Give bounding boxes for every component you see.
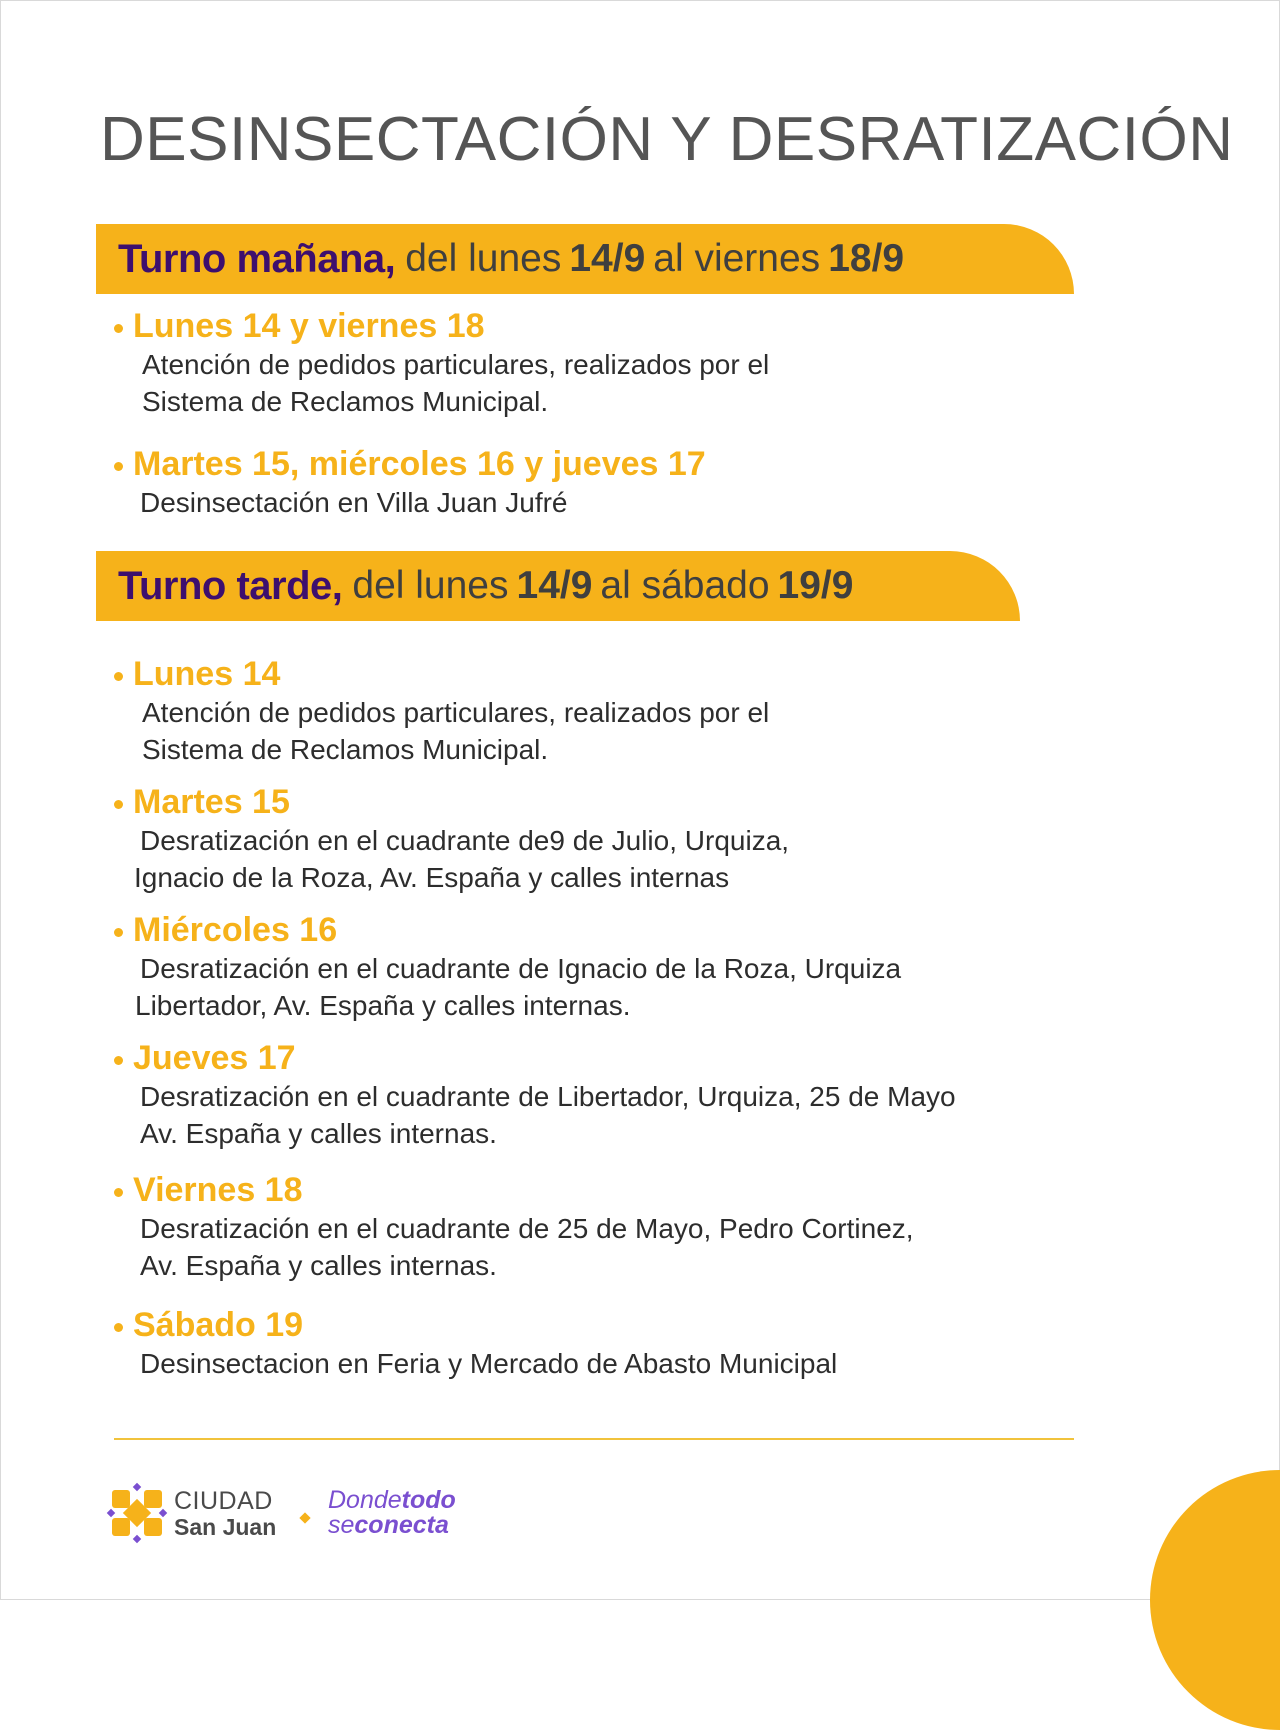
schedule-item bbox=[114, 1170, 914, 1284]
schedule-item bbox=[114, 782, 789, 896]
schedule-item bbox=[114, 654, 769, 768]
bullet-icon bbox=[114, 1188, 123, 1197]
bullet-icon bbox=[114, 1056, 123, 1065]
schedule-desc-line: Desinsectacion en Feria y Mercado de Abasto Municipal bbox=[140, 1348, 838, 1379]
schedule-day: Sábado 19 bbox=[133, 1306, 304, 1344]
afternoon-shift-banner bbox=[96, 551, 1020, 621]
schedule-item bbox=[114, 910, 901, 1024]
schedule-desc-line: Av. España y calles internas. bbox=[140, 1118, 497, 1149]
schedule-item bbox=[114, 306, 769, 420]
afternoon-end-date: 19/9 bbox=[777, 564, 854, 607]
schedule-desc-line: Desratización en el cuadrante de 25 de Mayo, Pedro Cortinez, bbox=[140, 1213, 914, 1244]
logo-line-1: CIUDAD bbox=[174, 1487, 273, 1515]
slogan-part: conecta bbox=[354, 1511, 449, 1539]
schedule-desc-line: Ignacio de la Roza, Av. España y calles internas bbox=[134, 862, 730, 893]
afternoon-range-prefix: del lunes bbox=[352, 564, 509, 607]
footer-divider bbox=[114, 1438, 1074, 1440]
slogan bbox=[328, 1488, 456, 1538]
schedule-item bbox=[114, 1305, 837, 1382]
city-logo-text bbox=[174, 1488, 276, 1540]
schedule-item bbox=[114, 444, 706, 521]
page-title: DESINSECTACIÓN Y DESRATIZACIÓN bbox=[100, 105, 1234, 174]
bullet-icon bbox=[114, 800, 123, 809]
morning-shift-label: Turno mañana, bbox=[118, 236, 396, 281]
flower-logo-icon bbox=[106, 1482, 168, 1544]
afternoon-start-date: 14/9 bbox=[516, 564, 593, 607]
schedule-item bbox=[114, 1038, 956, 1152]
schedule-day: Lunes 14 bbox=[133, 655, 281, 693]
schedule-day: Martes 15 bbox=[133, 783, 290, 821]
bullet-icon bbox=[114, 928, 123, 937]
schedule-desc-line: Atención de pedidos particulares, realizados por el bbox=[142, 349, 770, 380]
slogan-part: Donde bbox=[328, 1486, 402, 1514]
bullet-icon bbox=[114, 324, 123, 333]
schedule-day: Jueves 17 bbox=[133, 1039, 296, 1077]
schedule-day: Miércoles 16 bbox=[133, 911, 338, 949]
logo-line-2: San Juan bbox=[174, 1514, 277, 1540]
morning-end-date: 18/9 bbox=[828, 237, 905, 280]
schedule-desc-line: Desratización en el cuadrante de Ignacio de la Roza, Urquiza bbox=[140, 953, 902, 984]
schedule-desc-line: Sistema de Reclamos Municipal. bbox=[142, 734, 549, 765]
schedule-desc-line: Av. España y calles internas. bbox=[140, 1250, 497, 1281]
schedule-desc-line: Desratización en el cuadrante de9 de Julio, Urquiza, bbox=[140, 825, 790, 856]
morning-range-prefix: del lunes bbox=[405, 237, 562, 280]
schedule-day: Viernes 18 bbox=[133, 1171, 303, 1209]
bullet-icon bbox=[114, 1323, 123, 1332]
schedule-day: Lunes 14 y viernes 18 bbox=[133, 307, 485, 345]
afternoon-range-mid: al sábado bbox=[600, 564, 770, 607]
bullet-icon bbox=[114, 462, 123, 471]
schedule-day: Martes 15, miércoles 16 y jueves 17 bbox=[133, 445, 706, 483]
schedule-desc-line: Atención de pedidos particulares, realizados por el bbox=[142, 697, 770, 728]
schedule-desc-line: Sistema de Reclamos Municipal. bbox=[142, 386, 549, 417]
schedule-desc-line: Desinsectación en Villa Juan Jufré bbox=[140, 487, 568, 518]
afternoon-shift-label: Turno tarde, bbox=[118, 563, 343, 608]
schedule-desc-line: Desratización en el cuadrante de Libertador, Urquiza, 25 de Mayo bbox=[140, 1081, 956, 1112]
bullet-icon bbox=[114, 672, 123, 681]
morning-range-mid: al viernes bbox=[653, 237, 821, 280]
slogan-part: se bbox=[328, 1511, 355, 1539]
morning-start-date: 14/9 bbox=[569, 237, 646, 280]
morning-shift-banner bbox=[96, 224, 1074, 294]
schedule-desc-line: Libertador, Av. España y calles internas. bbox=[135, 990, 631, 1021]
slogan-part: todo bbox=[401, 1486, 456, 1514]
